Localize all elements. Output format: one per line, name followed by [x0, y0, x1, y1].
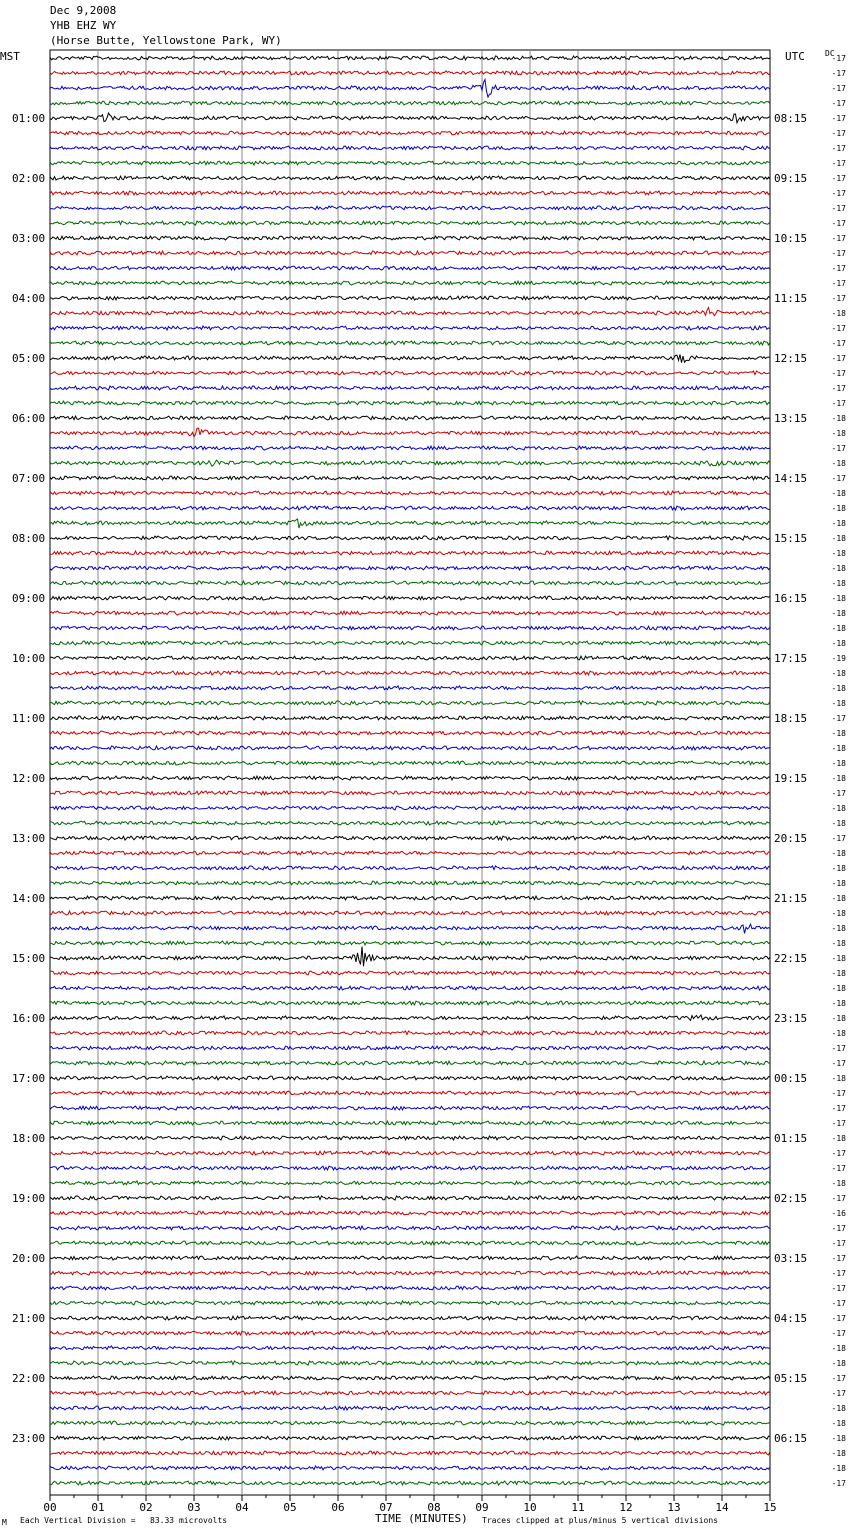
seismic-trace [50, 911, 770, 915]
seismic-trace [50, 1211, 770, 1215]
x-tick-label: 10 [523, 1501, 537, 1514]
dc-offset-label: -18 [831, 1404, 846, 1413]
dc-offset-label: -18 [831, 1074, 846, 1083]
seismic-trace [50, 566, 770, 570]
x-tick-label: 11 [571, 1501, 585, 1514]
division-note: Each Vertical Division = 83.33 microvolts [20, 1516, 228, 1525]
dc-offset-label: -18 [831, 609, 846, 618]
dc-offset-label: -17 [831, 339, 846, 348]
mst-hour-label: 11:00 [12, 712, 46, 725]
dc-offset-label: -18 [831, 774, 846, 783]
utc-hour-label: 19:15 [774, 772, 808, 785]
utc-hour-label: 16:15 [774, 592, 808, 605]
x-axis-title: TIME (MINUTES) [375, 1512, 468, 1525]
dc-offset-label: -17 [831, 204, 846, 213]
dc-offset-label: -18 [831, 1464, 846, 1473]
seismic-trace [50, 896, 770, 900]
dc-offset-label: -17 [831, 1329, 846, 1338]
seismic-trace [50, 1121, 770, 1125]
clip-note: Traces clipped at plus/minus 5 vertical divisions [482, 1516, 719, 1525]
dc-offset-label: -17 [831, 84, 846, 93]
x-tick-label: 08 [427, 1501, 441, 1514]
seismic-trace [50, 836, 770, 840]
seismic-trace [50, 221, 770, 225]
seismic-trace [50, 80, 770, 98]
dc-offset-label: -17 [831, 114, 846, 123]
seismic-trace [50, 1015, 770, 1020]
x-tick-label: 00 [43, 1501, 57, 1514]
seismic-trace [50, 536, 770, 540]
seismic-trace [50, 986, 770, 990]
seismic-trace [50, 551, 770, 555]
seismic-trace [50, 341, 770, 345]
utc-hour-label: 15:15 [774, 532, 808, 545]
seismic-trace [50, 1181, 770, 1185]
dc-offset-label: -18 [831, 924, 846, 933]
seismic-trace [50, 326, 770, 330]
dc-offset-label: -18 [831, 624, 846, 633]
dc-offset-label: -18 [831, 309, 846, 318]
dc-offset-label: -17 [831, 234, 846, 243]
utc-hour-label: 01:15 [774, 1132, 808, 1145]
seismic-trace [50, 1481, 770, 1485]
dc-offset-label: -17 [831, 1044, 846, 1053]
dc-offset-label: -18 [831, 1134, 846, 1143]
dc-offset-label: -18 [831, 1014, 846, 1023]
dc-offset-label: -17 [831, 174, 846, 183]
seismic-trace [50, 416, 770, 420]
seismic-trace [50, 251, 770, 255]
dc-offset-label: -17 [831, 714, 846, 723]
dc-offset-label: -18 [831, 909, 846, 918]
seismic-trace [50, 519, 770, 528]
seismic-trace [50, 1256, 770, 1260]
mst-hour-label: 10:00 [12, 652, 46, 665]
seismic-trace [50, 428, 770, 437]
dc-offset-label: -18 [831, 519, 846, 528]
dc-offset-label: -18 [831, 954, 846, 963]
dc-offset-label: -17 [831, 1104, 846, 1113]
dc-offset-label: -17 [831, 1224, 846, 1233]
utc-hour-label: 14:15 [774, 472, 808, 485]
seismic-trace [50, 641, 770, 645]
seismic-trace [50, 1286, 770, 1290]
utc-hour-label: 09:15 [774, 172, 808, 185]
dc-offset-label: -17 [831, 54, 846, 63]
seismic-trace [50, 596, 770, 600]
seismic-trace [50, 460, 770, 466]
seismic-trace [50, 113, 770, 123]
seismic-trace [50, 791, 770, 795]
seismic-trace [50, 881, 770, 885]
seismic-trace [50, 731, 770, 735]
mst-hour-label: 21:00 [12, 1312, 46, 1325]
dc-offset-label: -18 [831, 1029, 846, 1038]
seismic-trace [50, 401, 770, 405]
seismic-trace [50, 71, 770, 75]
dc-offset-label: -17 [831, 1149, 846, 1158]
seismic-trace [50, 1391, 770, 1395]
utc-hour-label: 23:15 [774, 1012, 808, 1025]
dc-offset-label: -17 [831, 249, 846, 258]
dc-offset-label: -17 [831, 1089, 846, 1098]
x-tick-label: 05 [283, 1501, 297, 1514]
dc-offset-label: -17 [831, 99, 846, 108]
dc-offset-label: -18 [831, 594, 846, 603]
seismic-trace [50, 236, 770, 240]
utc-hour-label: 04:15 [774, 1312, 808, 1325]
dc-offset-label: -19 [831, 654, 846, 663]
x-tick-label: 07 [379, 1501, 393, 1514]
seismic-trace [50, 146, 770, 150]
mst-hour-label: 02:00 [12, 172, 46, 185]
dc-offset-label: -17 [831, 219, 846, 228]
seismic-trace [50, 1166, 770, 1170]
mst-hour-label: 23:00 [12, 1432, 46, 1445]
seismic-trace [50, 446, 770, 450]
seismic-trace [50, 1406, 770, 1410]
dc-offset-label: -18 [831, 429, 846, 438]
dc-offset-label: -18 [831, 879, 846, 888]
mst-hour-label: 20:00 [12, 1252, 46, 1265]
seismic-trace [50, 671, 770, 675]
dc-offset-label: -17 [831, 324, 846, 333]
mst-hour-label: 16:00 [12, 1012, 46, 1025]
seismic-trace [50, 1106, 770, 1110]
x-tick-label: 14 [715, 1501, 729, 1514]
utc-hour-label: 12:15 [774, 352, 808, 365]
dc-offset-label: -17 [831, 1164, 846, 1173]
dc-offset-label: -18 [831, 804, 846, 813]
utc-hour-label: 00:15 [774, 1072, 808, 1085]
dc-offset-label: -17 [831, 129, 846, 138]
station-code: YHB EHZ WY [50, 19, 117, 32]
corner-mark: M [2, 1518, 7, 1527]
dc-offset-label: -18 [831, 489, 846, 498]
dc-offset-label: -17 [831, 1254, 846, 1263]
dc-offset-label: -17 [831, 1194, 846, 1203]
dc-offset-label: -17 [831, 1284, 846, 1293]
x-tick-label: 01 [91, 1501, 105, 1514]
mst-hour-label: 19:00 [12, 1192, 46, 1205]
dc-offset-label: -18 [831, 864, 846, 873]
seismic-trace [50, 686, 770, 690]
utc-hour-label: 18:15 [774, 712, 808, 725]
plot-date: Dec 9,2008 [50, 4, 117, 17]
seismic-trace [50, 776, 770, 780]
dc-offset-label: -18 [831, 699, 846, 708]
dc-offset-label: -17 [831, 1299, 846, 1308]
mst-hour-label: 03:00 [12, 232, 46, 245]
seismic-trace [50, 1361, 770, 1365]
seismic-trace [50, 386, 770, 390]
seismic-trace [50, 161, 770, 165]
dc-offset-label: -17 [831, 1239, 846, 1248]
dc-offset-label: -17 [831, 294, 846, 303]
seismic-trace [50, 924, 770, 933]
seismic-trace [50, 371, 770, 375]
seismic-trace [50, 1046, 770, 1050]
seismic-trace [50, 1031, 770, 1035]
dc-offset-label: -17 [831, 444, 846, 453]
dc-offset-label: -18 [831, 1359, 846, 1368]
seismic-trace [50, 506, 770, 510]
dc-offset-label: -18 [831, 969, 846, 978]
seismic-trace [50, 866, 770, 870]
utc-hour-label: 10:15 [774, 232, 808, 245]
seismic-trace [50, 1436, 770, 1440]
seismic-trace [50, 947, 770, 967]
dc-offset-label: -17 [831, 264, 846, 273]
seismic-trace [50, 1331, 770, 1335]
x-tick-label: 06 [331, 1501, 345, 1514]
seismic-trace [50, 296, 770, 300]
seismic-trace [50, 1136, 770, 1140]
seismic-trace [50, 131, 770, 135]
x-tick-label: 12 [619, 1501, 633, 1514]
x-tick-label: 15 [763, 1501, 777, 1514]
dc-offset-label: -17 [831, 1314, 846, 1323]
dc-offset-label: -18 [831, 1434, 846, 1443]
dc-offset-label: -17 [831, 159, 846, 168]
seismic-trace [50, 101, 770, 105]
dc-label: DC [825, 49, 835, 58]
seismic-trace [50, 1061, 770, 1065]
station-location: (Horse Butte, Yellowstone Park, WY) [50, 34, 282, 47]
seismic-trace [50, 476, 770, 480]
utc-hour-label: 05:15 [774, 1372, 808, 1385]
mst-hour-label: 06:00 [12, 412, 46, 425]
x-tick-label: 13 [667, 1501, 681, 1514]
mst-hour-label: 09:00 [12, 592, 46, 605]
dc-offset-label: -17 [831, 144, 846, 153]
dc-offset-label: -17 [831, 189, 846, 198]
utc-hour-label: 03:15 [774, 1252, 808, 1265]
dc-offset-label: -17 [831, 369, 846, 378]
mst-hour-label: 18:00 [12, 1132, 46, 1145]
dc-offset-label: -18 [831, 639, 846, 648]
utc-hour-label: 08:15 [774, 112, 808, 125]
seismic-trace [50, 191, 770, 195]
x-tick-label: 04 [235, 1501, 249, 1514]
seismic-trace [50, 1466, 770, 1470]
seismic-trace [50, 656, 770, 660]
seismic-trace [50, 1076, 770, 1080]
mst-hour-label: 13:00 [12, 832, 46, 845]
dc-offset-label: -18 [831, 939, 846, 948]
dc-offset-label: -18 [831, 579, 846, 588]
utc-hour-label: 13:15 [774, 412, 808, 425]
dc-offset-label: -17 [831, 1374, 846, 1383]
mst-hour-label: 07:00 [12, 472, 46, 485]
seismic-trace [50, 1451, 770, 1455]
x-tick-label: 02 [139, 1501, 153, 1514]
utc-hour-label: 21:15 [774, 892, 808, 905]
dc-offset-label: -18 [831, 1419, 846, 1428]
dc-offset-label: -18 [831, 504, 846, 513]
dc-offset-label: -17 [831, 1479, 846, 1488]
seismic-trace [50, 266, 770, 270]
mst-hour-label: 17:00 [12, 1072, 46, 1085]
dc-offset-label: -18 [831, 729, 846, 738]
utc-hour-label: 20:15 [774, 832, 808, 845]
dc-offset-label: -18 [831, 984, 846, 993]
seismic-trace [50, 1151, 770, 1155]
dc-offset-label: -18 [831, 549, 846, 558]
seismic-trace [50, 1196, 770, 1200]
seismic-trace [50, 701, 770, 705]
dc-offset-label: -18 [831, 1344, 846, 1353]
utc-hour-label: 22:15 [774, 952, 808, 965]
mst-hour-label: 22:00 [12, 1372, 46, 1385]
dc-offset-label: -17 [831, 474, 846, 483]
dc-offset-label: -18 [831, 684, 846, 693]
seismic-trace [50, 806, 770, 810]
utc-hour-label: 17:15 [774, 652, 808, 665]
dc-offset-label: -17 [831, 1059, 846, 1068]
dc-offset-label: -17 [831, 1389, 846, 1398]
dc-offset-label: -17 [831, 399, 846, 408]
x-tick-label: 09 [475, 1501, 489, 1514]
mst-hour-label: 14:00 [12, 892, 46, 905]
seismic-trace [50, 176, 770, 180]
dc-offset-label: -18 [831, 1449, 846, 1458]
seismic-trace [50, 761, 770, 765]
dc-offset-label: -18 [831, 999, 846, 1008]
seismic-trace [50, 281, 770, 285]
dc-offset-label: -18 [831, 849, 846, 858]
seismic-trace [50, 971, 770, 975]
seismic-trace [50, 308, 770, 316]
dc-offset-label: -17 [831, 1269, 846, 1278]
mst-hour-label: 15:00 [12, 952, 46, 965]
seismic-trace [50, 611, 770, 615]
seismic-trace [50, 746, 770, 750]
x-tick-label: 03 [187, 1501, 201, 1514]
utc-hour-label: 02:15 [774, 1192, 808, 1205]
dc-offset-label: -17 [831, 1119, 846, 1128]
mst-hour-label: 08:00 [12, 532, 46, 545]
mst-hour-label: 04:00 [12, 292, 46, 305]
seismic-trace [50, 941, 770, 945]
seismic-trace [50, 1226, 770, 1230]
seismic-trace [50, 491, 770, 495]
dc-offset-label: -18 [831, 669, 846, 678]
dc-offset-label: -18 [831, 744, 846, 753]
dc-offset-label: -18 [831, 564, 846, 573]
seismic-trace [50, 851, 770, 855]
seismic-trace [50, 821, 770, 825]
seismic-trace [50, 355, 770, 363]
utc-hour-label: 11:15 [774, 292, 808, 305]
seismic-trace [50, 626, 770, 630]
left-axis-label: MST [0, 50, 20, 63]
seismic-trace [50, 1271, 770, 1275]
seismic-trace [50, 1301, 770, 1305]
seismic-trace [50, 1091, 770, 1095]
seismic-trace [50, 206, 770, 210]
mst-hour-label: 12:00 [12, 772, 46, 785]
seismic-trace [50, 1346, 770, 1350]
seismic-trace [50, 1316, 770, 1320]
utc-hour-label: 06:15 [774, 1432, 808, 1445]
dc-offset-label: -18 [831, 819, 846, 828]
dc-offset-label: -18 [831, 1179, 846, 1188]
seismic-trace [50, 56, 770, 60]
dc-offset-label: -16 [831, 1209, 846, 1218]
seismic-trace [50, 716, 770, 720]
seismic-trace [50, 1241, 770, 1245]
dc-offset-label: -17 [831, 789, 846, 798]
dc-offset-label: -17 [831, 279, 846, 288]
right-axis-label: UTC [785, 50, 805, 63]
dc-offset-label: -17 [831, 834, 846, 843]
dc-offset-label: -18 [831, 534, 846, 543]
dc-offset-label: -17 [831, 354, 846, 363]
dc-offset-label: -18 [831, 759, 846, 768]
mst-hour-label: 05:00 [12, 352, 46, 365]
seismic-trace [50, 1421, 770, 1425]
dc-offset-label: -17 [831, 384, 846, 393]
dc-offset-label: -18 [831, 414, 846, 423]
seismic-trace [50, 1376, 770, 1380]
dc-offset-label: -17 [831, 69, 846, 78]
dc-offset-label: -18 [831, 459, 846, 468]
mst-hour-label: 01:00 [12, 112, 46, 125]
seismic-trace [50, 1001, 770, 1005]
seismic-trace [50, 581, 770, 585]
dc-offset-label: -18 [831, 894, 846, 903]
